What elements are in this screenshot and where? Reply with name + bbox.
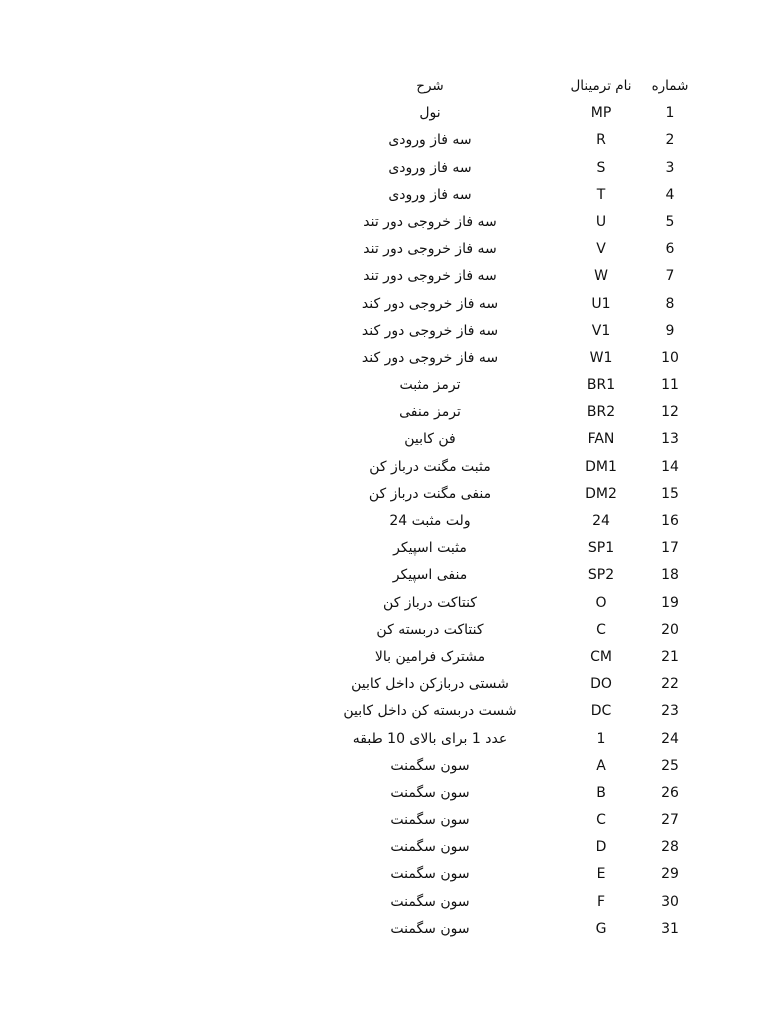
table-row xyxy=(0,481,768,508)
row-number: 9 xyxy=(665,322,675,339)
row-description: سون سگمنت xyxy=(390,839,470,856)
row-description: نول xyxy=(419,105,441,122)
row-terminal-name: S xyxy=(596,159,606,176)
row-terminal-name: DO xyxy=(590,676,612,693)
row-description: سه فاز ورودی xyxy=(388,159,472,176)
row-terminal-name: O xyxy=(595,594,607,611)
header-number: شماره xyxy=(651,78,689,94)
row-terminal-name: V1 xyxy=(591,322,611,339)
table-row xyxy=(0,236,768,263)
row-terminal-name: SP1 xyxy=(587,540,615,557)
row-description: سون سگمنت xyxy=(390,784,470,801)
table-row xyxy=(0,182,768,209)
table-row xyxy=(0,671,768,698)
table-row xyxy=(0,698,768,725)
table-row xyxy=(0,508,768,535)
row-terminal-name: G xyxy=(595,920,607,937)
row-description: سه فاز خروجی دور تند xyxy=(363,241,497,258)
row-description: عدد 1 برای بالای 10 طبقه xyxy=(352,730,508,747)
row-terminal-name: C xyxy=(596,621,606,638)
row-number: 5 xyxy=(665,213,675,230)
table-row xyxy=(0,426,768,453)
row-terminal-name: 1 xyxy=(596,730,606,747)
table-row xyxy=(0,399,768,426)
table-row xyxy=(0,807,768,834)
table-row xyxy=(0,753,768,780)
row-number: 21 xyxy=(661,648,679,665)
row-description: سون سگمنت xyxy=(390,757,470,774)
row-description: شست دربسته کن داخل کابین xyxy=(343,703,517,720)
row-description: کنتاکت دربسته کن xyxy=(376,621,484,638)
header-description: شرح xyxy=(416,78,444,94)
row-terminal-name: SP2 xyxy=(587,567,615,584)
row-description: سه فاز ورودی xyxy=(388,186,472,203)
row-description: سه فاز خروجی دور کند xyxy=(361,322,499,339)
row-terminal-name: C xyxy=(596,812,606,829)
table-row xyxy=(0,535,768,562)
table-row xyxy=(0,834,768,861)
row-terminal-name: D xyxy=(595,839,607,856)
row-description: کنتاکت درباز کن xyxy=(383,594,477,611)
table-row xyxy=(0,562,768,589)
row-number: 11 xyxy=(661,377,679,394)
row-number: 24 xyxy=(661,730,679,747)
row-number: 10 xyxy=(661,349,679,366)
row-number: 13 xyxy=(661,431,679,448)
row-terminal-name: BR2 xyxy=(586,404,616,421)
row-description: سون سگمنت xyxy=(390,920,470,937)
row-number: 2 xyxy=(665,132,675,149)
table-row xyxy=(0,318,768,345)
row-terminal-name: DM1 xyxy=(585,458,617,475)
row-description: منفی مگنت درباز کن xyxy=(368,485,492,502)
table-row xyxy=(0,127,768,154)
row-terminal-name: F xyxy=(596,893,606,910)
table-row xyxy=(0,263,768,290)
table-row xyxy=(0,209,768,236)
row-description: سه فاز خروجی دور کند xyxy=(361,295,499,312)
table-body xyxy=(0,100,768,943)
row-terminal-name: DC xyxy=(590,703,612,720)
row-terminal-name: W1 xyxy=(589,349,613,366)
terminal-table xyxy=(0,73,768,943)
row-number: 6 xyxy=(665,241,675,258)
row-description: مشترک فرامین بالا xyxy=(374,648,486,665)
row-terminal-name: FAN xyxy=(587,431,615,448)
row-number: 27 xyxy=(661,812,679,829)
table-row xyxy=(0,155,768,182)
row-terminal-name: T xyxy=(596,186,606,203)
table-row xyxy=(0,861,768,888)
row-description: ترمز مثبت xyxy=(399,377,461,394)
table-row xyxy=(0,291,768,318)
row-number: 17 xyxy=(661,540,679,557)
row-terminal-name: W xyxy=(594,268,608,285)
row-number: 29 xyxy=(661,866,679,883)
row-number: 1 xyxy=(665,105,675,122)
row-number: 26 xyxy=(661,784,679,801)
row-terminal-name: 24 xyxy=(592,513,610,529)
row-terminal-name: B xyxy=(596,784,606,801)
row-terminal-name: MP xyxy=(590,105,612,122)
table-row xyxy=(0,889,768,916)
row-number: 18 xyxy=(661,567,679,584)
row-number: 25 xyxy=(661,757,679,774)
row-number: 16 xyxy=(661,513,679,529)
row-description: فن کابین xyxy=(404,431,456,448)
header-terminal-name: نام ترمینال xyxy=(570,78,632,94)
row-number: 12 xyxy=(661,404,679,421)
row-description: سه فاز ورودی xyxy=(388,132,472,149)
row-number: 14 xyxy=(661,458,679,475)
row-terminal-name: CM xyxy=(590,648,612,665)
row-description: سه فاز خروجی دور کند xyxy=(361,349,499,366)
table-row xyxy=(0,372,768,399)
row-terminal-name: A xyxy=(596,757,606,774)
table-row xyxy=(0,644,768,671)
row-description: شستی دربازکن داخل کابین xyxy=(351,676,509,693)
row-terminal-name: E xyxy=(596,866,606,883)
row-terminal-name: U xyxy=(595,213,607,230)
row-description: ترمز منفی xyxy=(399,404,461,421)
row-number: 20 xyxy=(661,621,679,638)
table-row xyxy=(0,345,768,372)
row-number: 22 xyxy=(661,676,679,693)
table-row xyxy=(0,590,768,617)
table-header-row xyxy=(0,73,768,100)
row-number: 31 xyxy=(661,920,679,937)
row-number: 8 xyxy=(665,295,675,312)
row-description: سه فاز خروجی دور تند xyxy=(363,213,497,230)
row-description: مثبت مگنت درباز کن xyxy=(369,458,491,475)
row-terminal-name: V xyxy=(596,241,606,258)
row-terminal-name: U1 xyxy=(591,295,611,312)
row-description: سون سگمنت xyxy=(390,893,470,910)
row-description: سه فاز خروجی دور تند xyxy=(363,268,497,285)
table-row xyxy=(0,454,768,481)
row-terminal-name: DM2 xyxy=(585,485,617,502)
table-row xyxy=(0,916,768,943)
row-description: مثبت اسپیکر xyxy=(393,540,467,557)
row-number: 15 xyxy=(661,485,679,502)
table-row xyxy=(0,726,768,753)
row-number: 23 xyxy=(661,703,679,720)
row-description: منفی اسپیکر xyxy=(392,567,468,584)
table-row xyxy=(0,100,768,127)
table-row xyxy=(0,780,768,807)
row-number: 7 xyxy=(665,268,675,285)
row-number: 3 xyxy=(665,159,675,176)
row-number: 28 xyxy=(661,839,679,856)
table-row xyxy=(0,617,768,644)
row-number: 19 xyxy=(661,594,679,611)
row-description: سون سگمنت xyxy=(390,812,470,829)
row-description: ولت مثبت 24 xyxy=(389,513,471,529)
row-number: 4 xyxy=(665,186,675,203)
row-description: سون سگمنت xyxy=(390,866,470,883)
row-number: 30 xyxy=(661,893,679,910)
row-terminal-name: R xyxy=(596,132,606,149)
row-terminal-name: BR1 xyxy=(586,377,616,394)
